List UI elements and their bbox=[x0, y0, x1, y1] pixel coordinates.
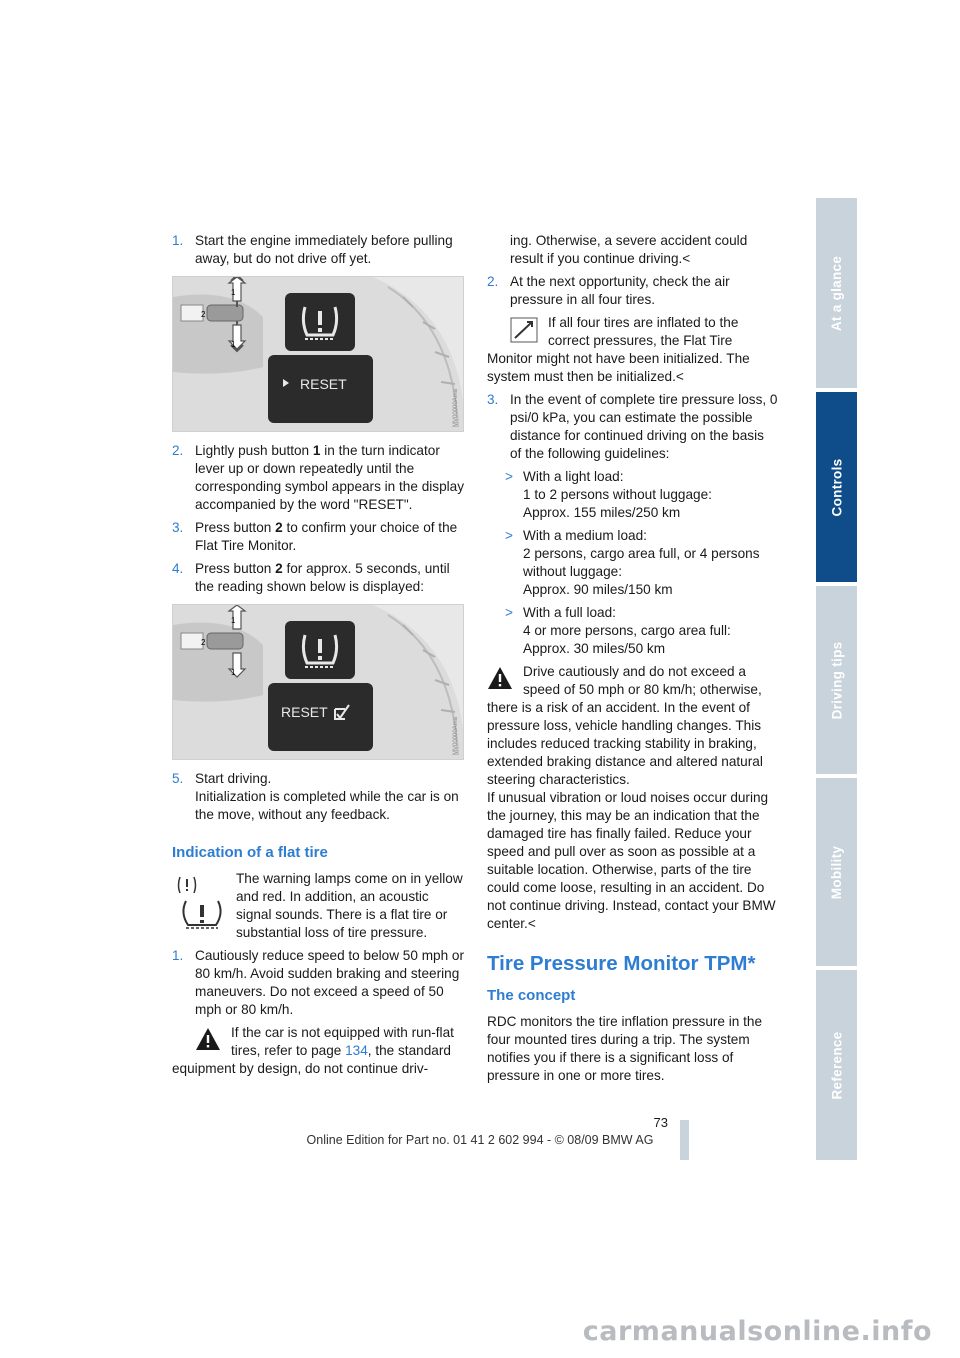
sub-heading: The concept bbox=[487, 987, 576, 1004]
step-3 bbox=[487, 391, 779, 463]
step-text: Cautiously reduce speed to below 50 mph or 80 km/h. Avoid sudden braking and steering maneuvers. Do not exceed a speed of 50 mph or 80 km/h. bbox=[195, 948, 465, 1017]
step-3: 3. Press button 2 to confirm your choice of the Flat Tire Monitor. bbox=[172, 520, 458, 553]
step-2: 2. Lightly push button 1 in the turn indicator lever up or down repeatedly until the corresponding symbol appears in the display accompanied by the word "RESET". bbox=[172, 443, 465, 512]
page-link[interactable]: 134 bbox=[345, 1043, 368, 1058]
tab-driving-tips[interactable]: Driving tips bbox=[816, 586, 857, 774]
step-number: 2. bbox=[487, 274, 499, 289]
figure-code: MV00000Ama bbox=[453, 716, 459, 755]
step-number: 5. bbox=[172, 771, 184, 786]
tab-reference[interactable]: Reference bbox=[816, 970, 857, 1160]
warning-triangle-icon bbox=[487, 666, 513, 695]
reset-display-illustration bbox=[173, 277, 464, 432]
note-icon bbox=[510, 317, 538, 348]
reset-confirmed-illustration bbox=[173, 605, 464, 760]
step-number: 3. bbox=[172, 520, 184, 535]
tab-controls[interactable]: Controls bbox=[816, 392, 857, 582]
step-number: 1. bbox=[172, 233, 184, 248]
svg-text:1: 1 bbox=[231, 616, 236, 625]
step-number: 2. bbox=[172, 443, 184, 458]
reset-label: RESET bbox=[300, 376, 347, 392]
speed-warning: Drive cautiously and do not exceed a speed of 50 mph or 80 km/h; otherwise, there is a risk of an accident. In the event of pressure loss, vehicle handling changes. This includes reduced tracking stability in braking, extended braking distance and altered natural steering characteristics. If unusual vibration or loud noises occur during the journey, this may be an indication that the damaged tire has finally failed. Reduce your speed and pull over as soon as possible at a suitable location. Otherwise, parts of the tire could come loose, resulting in an accident. Do not continue driving. Instead, contact your BMW center.< bbox=[487, 664, 776, 931]
reset-label: RESET bbox=[281, 704, 328, 720]
indication-text: The warning lamps come on in yellow and red. In addition, an acoustic signal sounds. There is a flat tire or substantial loss of tire pressure. bbox=[236, 871, 463, 940]
step-text: At the next opportunity, check the air pressure in all four tires. bbox=[510, 274, 730, 307]
step-1 bbox=[172, 232, 464, 268]
step-4: 4. Press button 2 for approx. 5 seconds, until the reading shown below is displayed: bbox=[172, 561, 450, 594]
list-item: > With a medium load: 2 persons, cargo area full, or 4 persons without luggage: Approx. 90 miles/150 km bbox=[505, 528, 760, 597]
flat-step-1 bbox=[172, 947, 464, 1019]
main-heading: Tire Pressure Monitor TPM* bbox=[487, 952, 756, 975]
tab-mobility[interactable]: Mobility bbox=[816, 778, 857, 966]
end-mark: < bbox=[675, 369, 684, 384]
footer-text: Online Edition for Part no. 01 41 2 602 994 - © 08/09 BMW AG bbox=[306, 1133, 654, 1147]
page-number: 73 bbox=[653, 1115, 668, 1130]
right-column bbox=[487, 232, 779, 1090]
left-column bbox=[172, 232, 464, 1083]
run-flat-warning: If the car is not equipped with run-flat tires, refer to page 134, the standard equipment by design, do not continue driv- bbox=[172, 1025, 454, 1076]
flat-tire-warning-icon bbox=[172, 873, 226, 934]
continued-text: ing. Otherwise, a severe accident could result if you continue driving.< bbox=[510, 233, 748, 266]
chapter-sidebar bbox=[816, 198, 857, 1160]
figure-code: MV00000Ama bbox=[453, 388, 459, 427]
load-guidelines-list bbox=[505, 468, 779, 658]
watermark: carmanualsonline.info bbox=[582, 1316, 932, 1347]
step-text: Start the engine immediately before pulling away, but do not drive off yet. bbox=[195, 233, 453, 266]
indication-note bbox=[172, 870, 464, 942]
end-mark: < bbox=[527, 916, 536, 931]
step-number: 4. bbox=[172, 561, 184, 576]
tab-at-a-glance[interactable]: At a glance bbox=[816, 198, 857, 388]
step-number: 3. bbox=[487, 392, 499, 407]
svg-text:1: 1 bbox=[231, 288, 236, 297]
figure-reset-confirmed-display bbox=[172, 604, 464, 760]
step-number: 1. bbox=[172, 948, 184, 963]
step-5: 5. Start driving. Initialization is completed while the car is on the move, without any feedback. bbox=[172, 771, 459, 822]
list-item: > With a full load: 4 or more persons, cargo area full: Approx. 30 miles/50 km bbox=[505, 605, 731, 656]
svg-text:2: 2 bbox=[201, 638, 206, 647]
initialization-note: If all four tires are inflated to the correct pressures, the Flat Tire Monitor might not have been initialized. The system must then be initialized.< bbox=[487, 315, 750, 384]
warning-triangle-icon bbox=[195, 1027, 221, 1056]
svg-text:1: 1 bbox=[231, 340, 236, 349]
svg-text:1: 1 bbox=[231, 668, 236, 677]
svg-text:2: 2 bbox=[201, 310, 206, 319]
figure-reset-display bbox=[172, 276, 464, 432]
step-text: In the event of complete tire pressure loss, 0 psi/0 kPa, you can estimate the possible distance for continued driving on the basis of the following guidelines: bbox=[510, 392, 778, 461]
end-mark: < bbox=[682, 251, 691, 266]
concept-text: RDC monitors the tire inflation pressure in the four mounted tires during a trip. The system notifies you if there is a significant loss of pressure in one or more tires. bbox=[487, 1014, 763, 1083]
step-2 bbox=[487, 273, 779, 309]
section-heading: Indication of a flat tire bbox=[172, 844, 328, 861]
list-item: > With a light load: 1 to 2 persons without luggage: Approx. 155 miles/250 km bbox=[505, 469, 712, 520]
